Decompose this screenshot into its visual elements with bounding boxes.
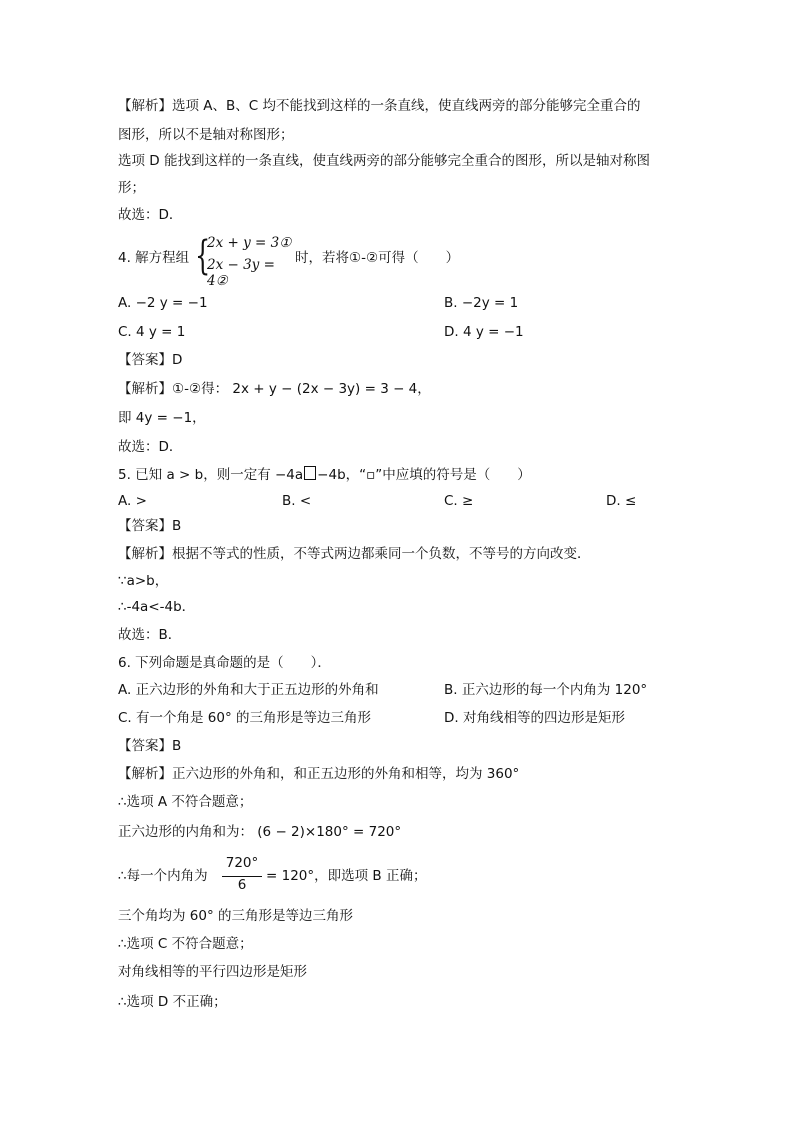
fraction — [220, 855, 264, 899]
fraction-denominator: 6 — [237, 877, 247, 893]
q6-answer: 【答案】B — [118, 738, 182, 754]
brace-icon: { — [195, 233, 211, 279]
q4-option-c: C. 4 y = 1 — [118, 324, 186, 340]
q6-option-d: D. 对角线相等的四边形是矩形 — [444, 710, 625, 726]
q5-analysis-line-2: ∵a>b， — [118, 573, 169, 589]
q5-suffix: −4b，“▫”中应填的符号是（ ） — [317, 467, 531, 483]
blank-box-icon — [304, 466, 316, 480]
q4-analysis-line-2: 即 4y = −1， — [118, 410, 206, 426]
question-4-prefix: 4. 解方程组 — [118, 250, 190, 266]
q5-prefix: 5. 已知 a > b，则一定有 −4a — [118, 467, 304, 483]
q4-option-b: B. −2y = 1 — [444, 295, 519, 311]
question-5-stem — [118, 465, 531, 485]
analysis-line-1: 【解析】选项 A、B、C 均不能找到这样的一条直线，使直线两旁的部分能够完全重合的 — [118, 98, 641, 114]
q6-analysis-line-4-suffix: = 120°，即选项 B 正确； — [266, 868, 427, 884]
q6-option-a: A. 正六边形的外角和大于正五边形的外角和 — [118, 682, 379, 698]
q5-analysis: 【解析】根据不等式的性质，不等式两边都乘同一个负数，不等号的方向改变． — [118, 546, 591, 562]
equation-1: 2x + y = 3① — [207, 235, 292, 251]
q6-analysis-line-8: ∴选项 D 不正确； — [118, 994, 227, 1010]
q6-analysis-line-5: 三个角均为 60° 的三角形是等边三角形 — [118, 908, 354, 924]
analysis-line-4: 形； — [118, 180, 145, 196]
question-6-stem: 6. 下列命题是真命题的是（ ）． — [118, 655, 331, 671]
q4-analysis: 【解析】①-②得： 2x + y − (2x − 3y) = 3 − 4， — [118, 381, 431, 397]
conclusion-line: 故选：D． — [118, 207, 183, 223]
q6-option-c: C. 有一个角是 60° 的三角形是等边三角形 — [118, 710, 372, 726]
q4-conclusion: 故选：D． — [118, 439, 183, 455]
equation-2: 2x − 3y = 4② — [207, 257, 275, 289]
q5-option-b: B. < — [282, 493, 312, 509]
q5-analysis-line-3: ∴-4a<-4b． — [118, 599, 196, 615]
q6-analysis-line-4-prefix: ∴每一个内角为 — [118, 868, 208, 884]
q6-analysis-line-7: 对角线相等的平行四边形是矩形 — [118, 964, 307, 980]
analysis-line-3: 选项 D 能找到这样的一条直线，使直线两旁的部分能够完全重合的图形，所以是轴对称图 — [118, 153, 650, 169]
equation-system — [195, 233, 295, 289]
q5-option-d: D. ≤ — [606, 493, 637, 509]
q5-option-a: A. > — [118, 493, 147, 509]
question-4-suffix: 时，若将①-②可得（ ） — [295, 250, 460, 266]
q5-conclusion: 故选：B． — [118, 627, 182, 643]
q6-analysis-line-6: ∴选项 C 不符合题意； — [118, 936, 253, 952]
q5-answer: 【答案】B — [118, 518, 182, 534]
q4-option-a: A. −2 y = −1 — [118, 295, 208, 311]
q4-option-d: D. 4 y = −1 — [444, 324, 524, 340]
fraction-numerator: 720° — [225, 855, 259, 871]
q6-analysis: 【解析】正六边形的外角和，和正五边形的外角和相等，均为 360° — [118, 766, 520, 782]
q5-option-c: C. ≥ — [444, 493, 474, 509]
analysis-line-2: 图形，所以不是轴对称图形； — [118, 127, 294, 143]
q4-answer: 【答案】D — [118, 352, 183, 368]
q6-option-b: B. 正六边形的每一个内角为 120° — [444, 682, 648, 698]
q6-analysis-line-3: 正六边形的内角和为： (6 − 2)×180° = 720° — [118, 824, 402, 840]
q6-analysis-line-2: ∴选项 A 不符合题意； — [118, 794, 253, 810]
